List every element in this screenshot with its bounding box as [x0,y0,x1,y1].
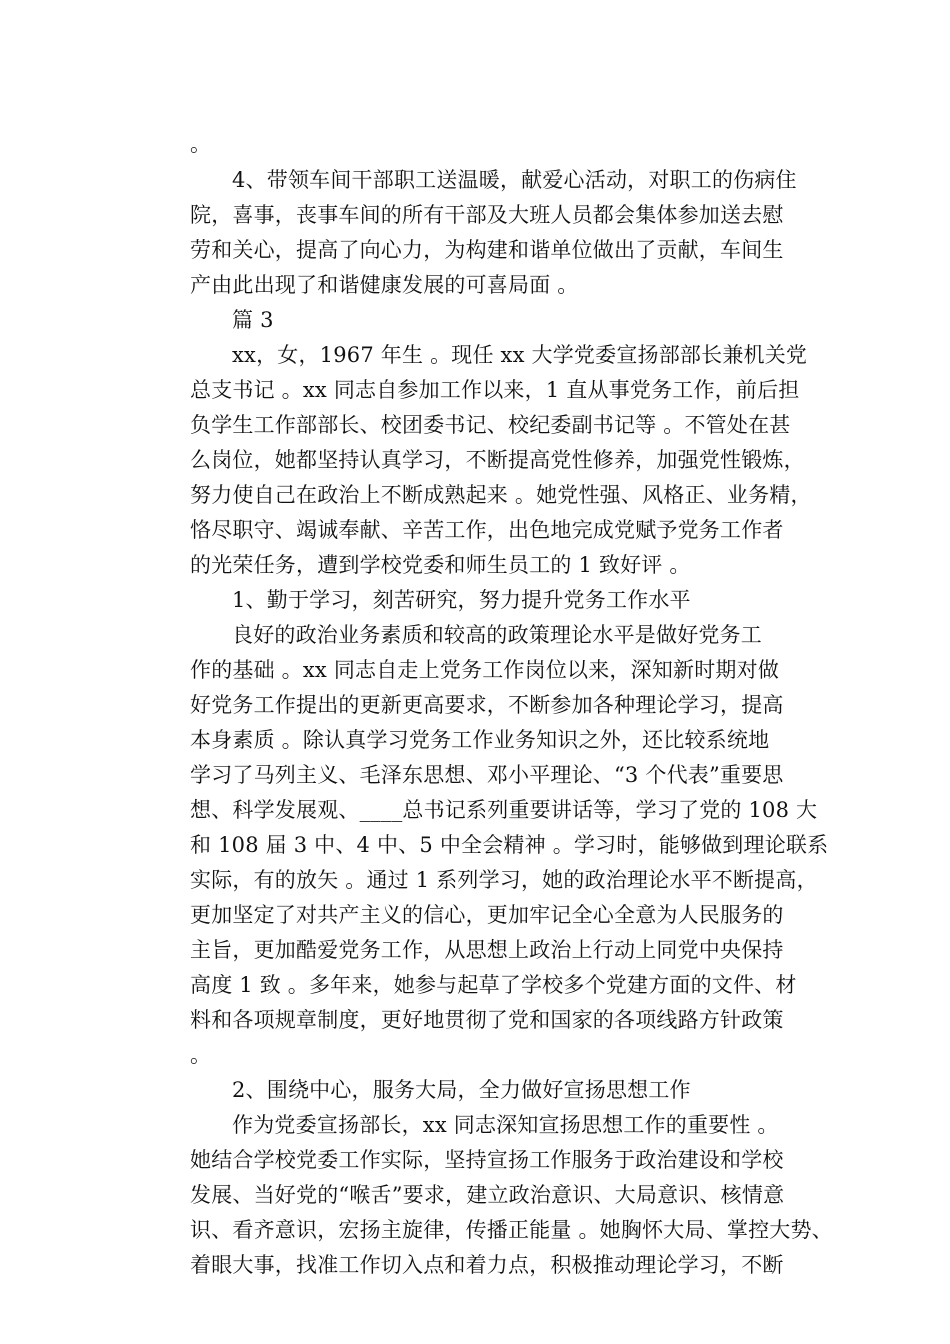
text-line-1: 。 [190,132,212,156]
text-line-9: 负学生工作部部长、校团委书记、校纪委副书记等 。不管处在甚 [190,413,791,437]
text-line-15: 良好的政治业务素质和较高的政策理论水平是做好党务工 [232,623,762,647]
text-line-31: 发展、当好党的“喉舌”要求，建立政治意识、大局意识、核情意 [190,1183,785,1207]
text-line-2: 4、带领车间干部职工送温暖，献爱心活动，对职工的伤病住 [232,168,797,192]
text-line-24: 主旨，更加酷爱党务工作，从思想上政治上行动上同党中央保持 [190,938,784,962]
text-line-22: 实际，有的放矢 。通过 1 系列学习，她的政治理论水平不断提高， [190,868,818,892]
text-line-8: 总支书记 。xx 同志自参加工作以来，1 直从事党务工作，前后担 [190,378,800,402]
text-line-10: 么岗位，她都坚持认真学习，不断提高党性修养，加强党性锻炼， [190,448,805,472]
text-line-13: 的光荣任务，遭到学校党委和师生员工的 1 致好评 。 [190,553,691,577]
text-line-19: 学习了马列主义、毛泽东思想、邓小平理论、“3 个代表”重要思 [190,763,784,787]
text-line-25: 高度 1 致 。多年来，她参与起草了学校多个党建方面的文件、材 [190,973,797,997]
text-line-26: 料和各项规章制度，更好地贯彻了党和国家的各项线路方针政策 [190,1008,784,1032]
subheading-2: 2、围绕中心，服务大局，全力做好宣扬思想工作 [232,1078,691,1102]
text-line-32: 识、看齐意识，宏扬主旋律，传播正能量 。她胸怀大局、掌控大势、 [190,1218,833,1242]
text-line-18: 本身素质 。除认真学习党务工作业务知识之外，还比较系统地 [190,728,770,752]
text-line-11: 努力使自己在政治上不断成熟起来 。她党性强、风格正、业务精， [190,483,812,507]
text-line-21: 和 108 届 3 中、4 中、5 中全会精神 。学习时，能够做到理论联系 [190,833,829,857]
text-line-29: 作为党委宣扬部长，xx 同志深知宣扬思想工作的重要性 。 [232,1113,779,1137]
text-line-23: 更加坚定了对共产主义的信心，更加牢记全心全意为人民服务的 [190,903,784,927]
text-line-20: 想、科学发展观、____总书记系列重要讲话等，学习了党的 108 大 [190,798,818,822]
text-line-33: 着眼大事，找准工作切入点和着力点，积极推动理论学习，不断 [190,1253,784,1277]
section-heading: 篇 3 [232,308,274,332]
text-line-3: 院，喜事，丧事车间的所有干部及大班人员都会集体参加送去慰 [190,203,784,227]
text-line-12: 恪尽职守、竭诚奉献、辛苦工作，出色地完成党赋予党务工作者 [190,518,784,542]
text-line-27: 。 [190,1043,212,1067]
text-line-30: 她结合学校党委工作实际，坚持宣扬工作服务于政治建设和学校 [190,1148,784,1172]
text-line-7: xx，女，1967 年生 。现任 xx 大学党委宣扬部部长兼机关党 [232,343,808,367]
text-line-5: 产由此出现了和谐健康发展的可喜局面 。 [190,273,579,297]
text-line-16: 作的基础 。xx 同志自走上党务工作岗位以来，深知新时期对做 [190,658,780,682]
text-line-17: 好党务工作提出的更新更高要求，不断参加各种理论学习，提高 [190,693,784,717]
subheading-1: 1、勤于学习，刻苦研究，努力提升党务工作水平 [232,588,691,612]
text-line-4: 劳和关心，提高了向心力，为构建和谐单位做出了贡献，车间生 [190,238,784,262]
